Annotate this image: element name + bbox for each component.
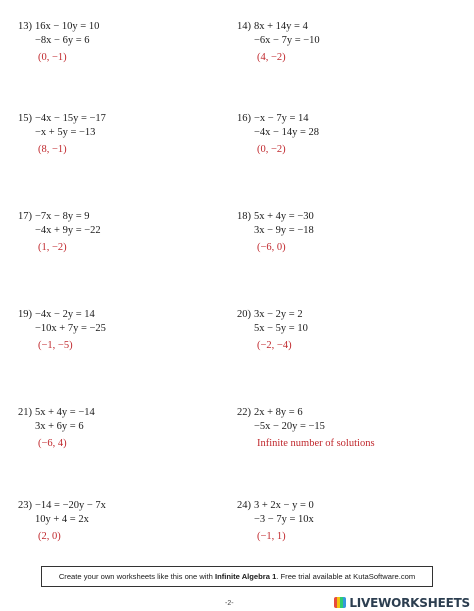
equation-1: 3x − 2y = 2 [254, 309, 303, 320]
answer: (−2, −4) [257, 340, 292, 351]
answer: (0, −1) [38, 52, 67, 63]
equation-1: 3 + 2x − y = 0 [254, 500, 314, 511]
problem-19 [14, 309, 214, 359]
footer-box [41, 566, 433, 587]
equation-2: −8x − 6y = 6 [35, 35, 90, 46]
answer: (1, −2) [38, 242, 67, 253]
answer: (−6, 0) [257, 242, 286, 253]
equation-2: −6x − 7y = −10 [254, 35, 320, 46]
problem-number: 22) [237, 407, 251, 418]
answer: (−1, −5) [38, 340, 73, 351]
equation-1: −7x − 8y = 9 [35, 211, 90, 222]
liveworksheets-watermark[interactable] [332, 594, 474, 611]
equation-1: −14 = −20y − 7x [35, 500, 106, 511]
problem-22 [233, 407, 453, 457]
watermark-text: LIVEWORKSHEETS [349, 595, 470, 610]
problem-number: 18) [237, 211, 251, 222]
footer-product-name: Infinite Algebra 1 [214, 572, 277, 581]
answer: (8, −1) [38, 144, 67, 155]
problem-number: 17) [18, 211, 32, 222]
equation-1: 5x + 4y = −14 [35, 407, 95, 418]
equation-2: 3x + 6y = 6 [35, 421, 84, 432]
problem-18 [233, 211, 433, 261]
problem-15 [14, 113, 214, 163]
problem-number: 13) [18, 21, 32, 32]
equation-2: −4x − 14y = 28 [254, 127, 320, 138]
problem-20 [233, 309, 433, 359]
equation-1: 2x + 8y = 6 [254, 407, 303, 418]
problem-17 [14, 211, 214, 261]
equation-2: 5x − 5y = 10 [254, 323, 308, 334]
problem-number: 20) [237, 309, 251, 320]
problem-number: 15) [18, 113, 32, 124]
answer: (2, 0) [38, 531, 61, 542]
equation-1: 8x + 14y = 4 [254, 21, 308, 32]
equation-2: −4x + 9y = −22 [35, 225, 101, 236]
equation-1: −4x − 2y = 14 [35, 309, 95, 320]
equation-1: 5x + 4y = −30 [254, 211, 314, 222]
answer: (−1, 1) [257, 531, 286, 542]
equation-1: 16x − 10y = 10 [35, 21, 100, 32]
footer-text-before: Create your own worksheets like this one with [58, 572, 215, 581]
equation-2: 3x − 9y = −18 [254, 225, 314, 236]
problem-number: 23) [18, 500, 32, 511]
equation-1: −4x − 15y = −17 [35, 113, 106, 124]
equation-2: −3 − 7y = 10x [254, 514, 314, 525]
problem-number: 16) [237, 113, 251, 124]
answer: (4, −2) [257, 52, 286, 63]
problem-number: 14) [237, 21, 251, 32]
equation-2: −10x + 7y = −25 [35, 323, 106, 334]
answer: Infinite number of solutions [257, 438, 375, 449]
problem-16 [233, 113, 433, 163]
problem-number: 21) [18, 407, 32, 418]
problem-13 [14, 21, 214, 71]
problem-14 [233, 21, 433, 71]
problem-23 [14, 500, 214, 550]
footer-text-after: . Free trial available at KutaSoftware.com [276, 572, 416, 581]
problem-number: 24) [237, 500, 251, 511]
equation-2: −x + 5y = −13 [35, 127, 96, 138]
equation-2: −5x − 20y = −15 [254, 421, 325, 432]
answer: (0, −2) [257, 144, 286, 155]
equation-1: −x − 7y = 14 [254, 113, 309, 124]
liveworksheets-logo-icon [334, 597, 346, 608]
answer: (−6, 4) [38, 438, 67, 449]
equation-2: 10y + 4 = 2x [35, 514, 89, 525]
problem-number: 19) [18, 309, 32, 320]
page-number: -2- [225, 600, 234, 607]
problem-21 [14, 407, 214, 457]
problem-24 [233, 500, 433, 550]
